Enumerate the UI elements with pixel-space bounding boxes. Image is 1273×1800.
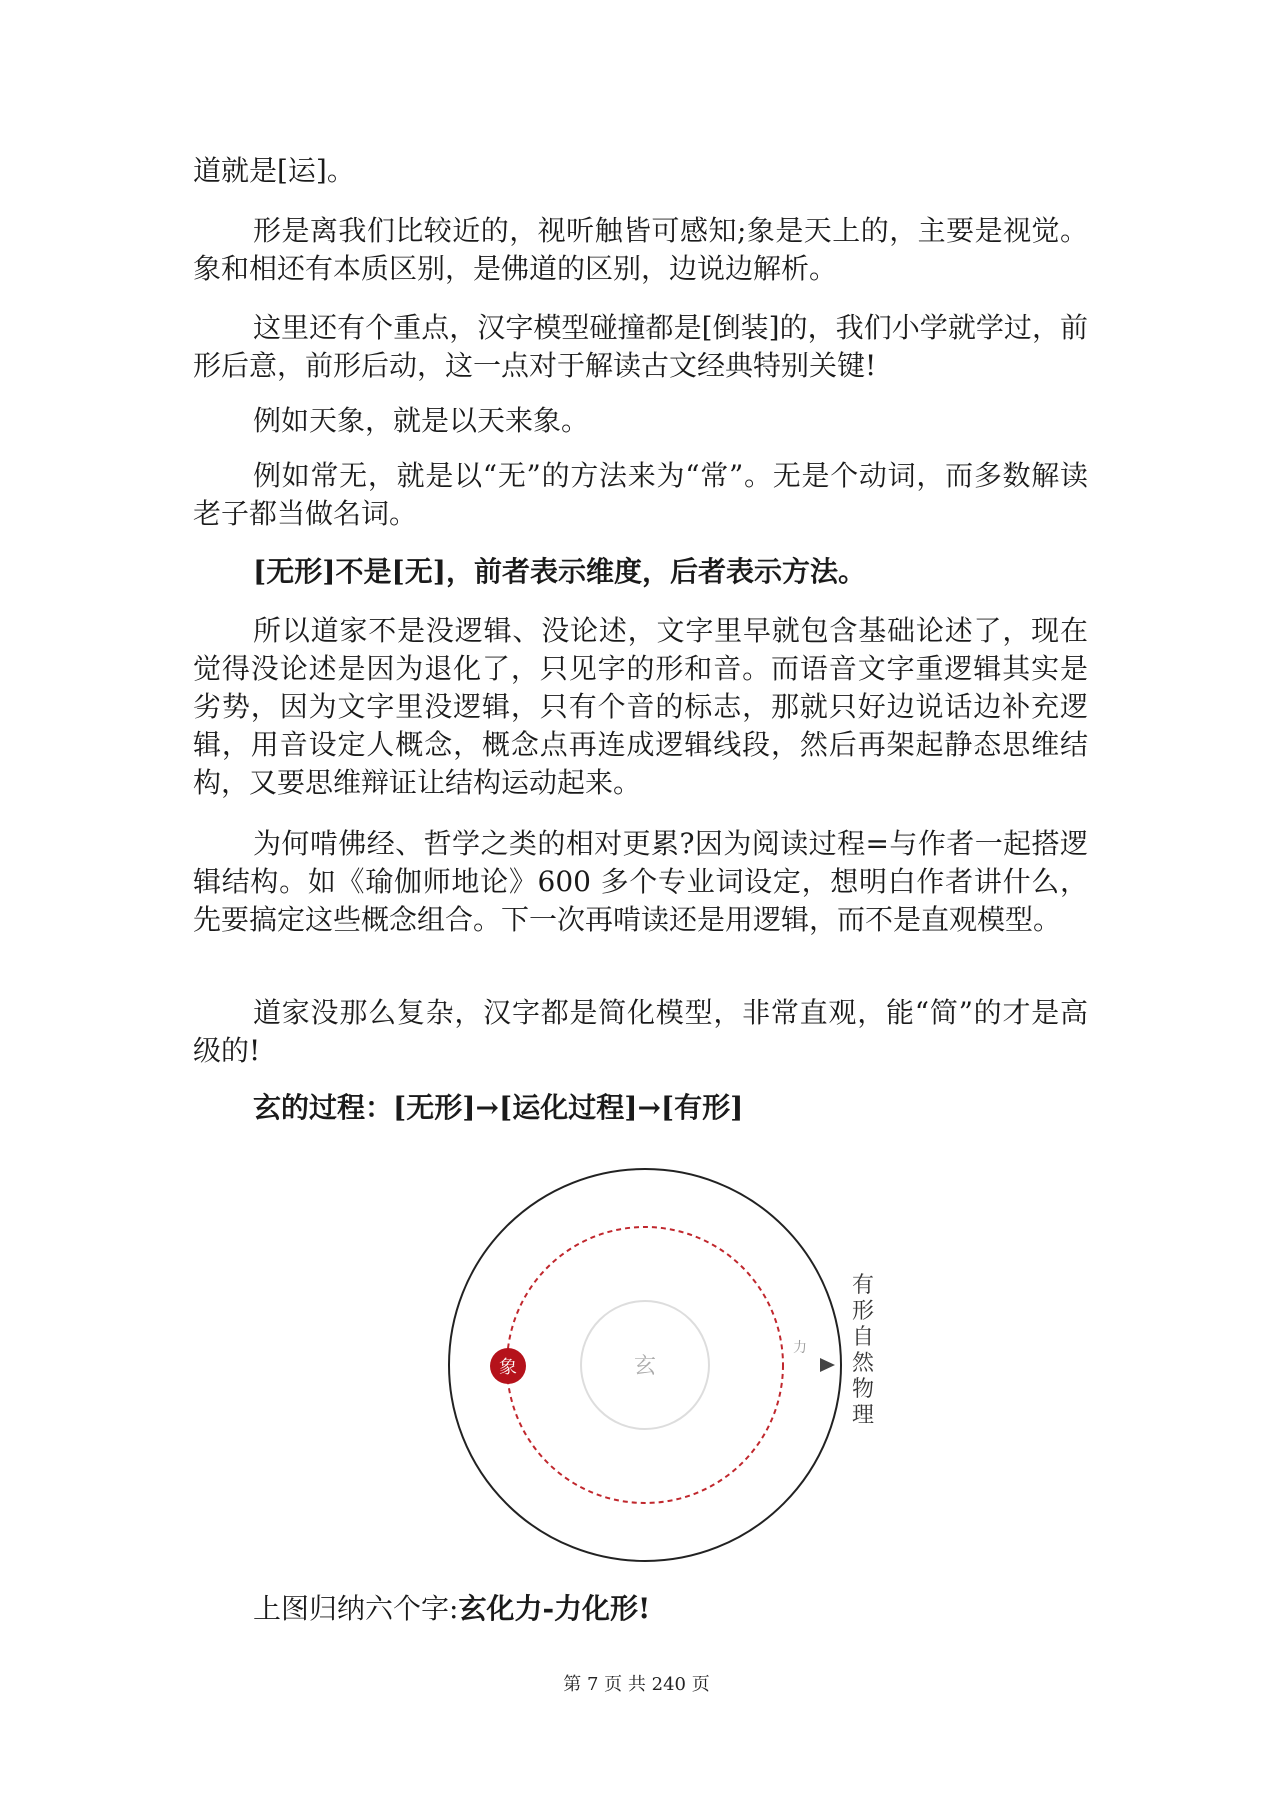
process-heading: 玄的过程：[无形]→[运化过程]→[有形] bbox=[253, 1091, 744, 1124]
paragraph: 道就是[运]。 bbox=[193, 154, 355, 187]
caption-prefix: 上图归纳六个字: bbox=[253, 1592, 459, 1625]
paragraph: 道家没那么复杂，汉字都是简化模型，非常直观，能“简”的才是高级的! bbox=[193, 996, 1088, 1067]
force-label: 力 bbox=[793, 1340, 807, 1356]
diagram-caption bbox=[253, 1590, 650, 1628]
force-arrow-head bbox=[820, 1358, 835, 1372]
side-label-char: 理 bbox=[851, 1403, 875, 1428]
paragraph: 例如常无，就是以“无”的方法来为“常”。无是个动词，而多数解读老子都当做名词。 bbox=[193, 459, 1088, 530]
side-label-char: 然 bbox=[851, 1351, 875, 1376]
side-label-char: 形 bbox=[851, 1299, 875, 1324]
paragraph: 为何啃佛经、哲学之类的相对更累?因为阅读过程=与作者一起搭逻辑结构。如《瑜伽师地论》600 多个专业词设定，想明白作者讲什么，先要搞定这些概念组合。下一次再啃读还是用逻辑，而不是直观模型。 bbox=[193, 827, 1088, 936]
center-label: 玄 bbox=[633, 1354, 657, 1379]
side-label-char: 有 bbox=[851, 1273, 875, 1298]
side-label-vertical bbox=[852, 1273, 875, 1428]
bold-statement: [无形]不是[无]，前者表示维度，后者表示方法。 bbox=[253, 555, 866, 588]
paragraph: 这里还有个重点，汉字模型碰撞都是[倒装]的，我们小学就学过，前形后意，前形后动，这一点对于解读古文经典特别关键! bbox=[193, 311, 1088, 382]
xiang-node-label: 象 bbox=[499, 1357, 517, 1378]
side-label-char: 物 bbox=[851, 1377, 875, 1402]
paragraph: 例如天象，就是以天来象。 bbox=[253, 404, 590, 437]
paragraph: 所以道家不是没逻辑、没论述，文字里早就包含基础论述了，现在觉得没论述是因为退化了，只见字的形和音。而语音文字重逻辑其实是劣势，因为文字里没逻辑，只有个音的标志，那就只好边说话边补充逻辑，用音设定人概念，概念点再连成逻辑线段，然后再架起静态思维结构，又要思维辩证让结构运动起来。 bbox=[193, 614, 1088, 799]
paragraph: 形是离我们比较近的，视听触皆可感知;象是天上的，主要是视觉。象和相还有本质区别，是佛道的区别，边说边解析。 bbox=[193, 214, 1088, 285]
side-label-char: 自 bbox=[851, 1325, 875, 1350]
page-number-footer: 第 7 页 共 240 页 bbox=[563, 1674, 710, 1695]
xuan-process-diagram bbox=[445, 1160, 925, 1580]
caption-bold-summary: 玄化力-力化形! bbox=[458, 1592, 651, 1625]
